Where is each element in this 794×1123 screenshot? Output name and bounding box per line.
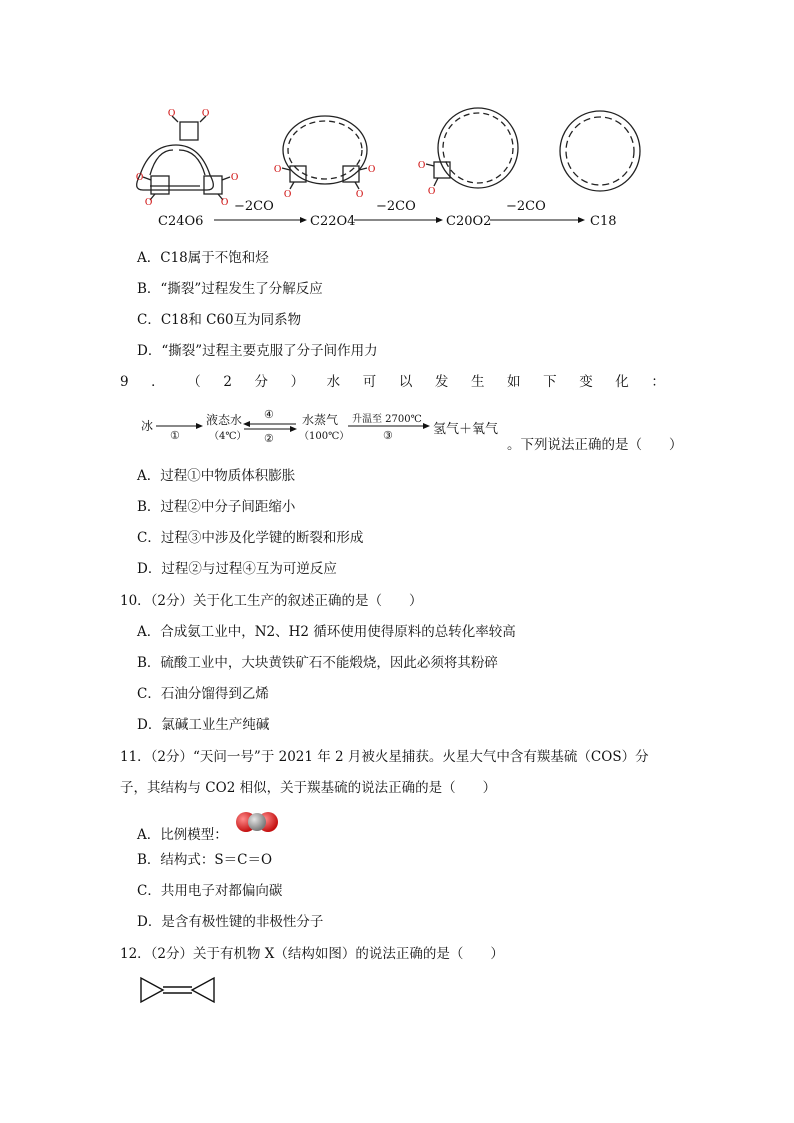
svg-text:O: O xyxy=(221,197,229,208)
q11-option-d: D．是含有极性键的非极性分子 xyxy=(137,914,324,930)
q9-header: 9 ． （ 2 分 ） 水 可 以 发 生 如 下 变 化 ： xyxy=(120,374,665,390)
label-c18: C18 xyxy=(590,214,617,229)
svg-text:O: O xyxy=(136,172,144,183)
q9-question-tail: 。下列说法正确的是（ ） xyxy=(507,437,683,453)
q11-stem-line1: 11．（2分）“天问一号”于 2021 年 2 月被火星捕获。火星大气中含有羰基硫（COS）分 xyxy=(120,749,649,765)
q9-step-2: ② xyxy=(264,432,274,445)
q10-option-c: C．石油分馏得到乙烯 xyxy=(137,686,269,702)
q8-option-a: A．C18属于不饱和烃 xyxy=(137,250,269,266)
q9-products: 氢气＋氧气 xyxy=(433,422,499,437)
q8-option-d: D．“撕裂”过程主要克服了分子间作用力 xyxy=(137,343,378,359)
q9-option-b: B．过程②中分子间距缩小 xyxy=(137,499,296,515)
q12-stem: 12．（2分）关于有机物 X（结构如图）的说法正确的是（ ） xyxy=(120,946,504,962)
q9-liquid: 液态水 xyxy=(206,413,243,427)
label-c20o2: C20O2 xyxy=(446,214,492,229)
q10-option-a: A．合成氨工业中，N2、H2 循环使用使得原料的总转化率较高 xyxy=(137,624,516,640)
q11-stem-line2: 子，其结构与 CO2 相似，关于羰基硫的说法正确的是（ ） xyxy=(120,780,497,796)
arrow-3-label: −2CO xyxy=(506,199,546,214)
svg-text:O: O xyxy=(428,186,436,197)
svg-text:O: O xyxy=(202,108,210,119)
q11-option-c: C．共用电子对都偏向碳 xyxy=(137,883,283,899)
q8-option-b: B．“撕裂”过程发生了分解反应 xyxy=(137,281,323,297)
label-c22o4: C22O4 xyxy=(310,214,356,229)
q9-step-4: ④ xyxy=(264,408,274,421)
arrow-2-label: −2CO xyxy=(376,199,416,214)
q8-option-c: C．C18和 C60互为同系物 xyxy=(137,312,302,328)
q9-option-c: C．过程③中涉及化学键的断裂和形成 xyxy=(137,530,364,546)
q9-vapor: 水蒸气 xyxy=(302,413,339,427)
q9-heat-condition: 升温至 2700℃ xyxy=(352,414,422,425)
arrow-1-label: −2CO xyxy=(234,199,274,214)
svg-text:O: O xyxy=(418,160,426,171)
svg-text:O: O xyxy=(284,189,292,200)
q9-vapor-temp: （100℃） xyxy=(299,431,350,442)
svg-text:O: O xyxy=(274,164,282,175)
q9-liquid-temp: （4℃） xyxy=(209,431,247,442)
q10-stem: 10．（2分）关于化工生产的叙述正确的是（ ） xyxy=(120,593,423,609)
q9-option-a: A．过程①中物质体积膨胀 xyxy=(137,468,296,484)
svg-text:O: O xyxy=(356,189,364,200)
label-c24o6: C24O6 xyxy=(158,214,204,229)
q10-option-d: D．氯碱工业生产纯碱 xyxy=(137,717,270,733)
svg-text:O: O xyxy=(368,164,376,175)
q11-option-b: B．结构式：S＝C＝O xyxy=(137,852,273,868)
q9-option-d: D．过程②与过程④互为可逆反应 xyxy=(137,561,337,577)
svg-text:O: O xyxy=(145,197,153,208)
svg-text:O: O xyxy=(231,172,239,183)
q9-step-1: ① xyxy=(170,429,180,442)
q9-step-3: ③ xyxy=(383,429,393,442)
q10-option-b: B．硫酸工业中，大块黄铁矿石不能煅烧，因此必须将其粉碎 xyxy=(137,655,498,671)
bicyclopropylidene-structure xyxy=(0,0,1,1)
q9-ice: 冰 xyxy=(141,419,154,433)
q11-option-a: A．比例模型： xyxy=(137,827,228,843)
svg-text:O: O xyxy=(168,108,176,119)
